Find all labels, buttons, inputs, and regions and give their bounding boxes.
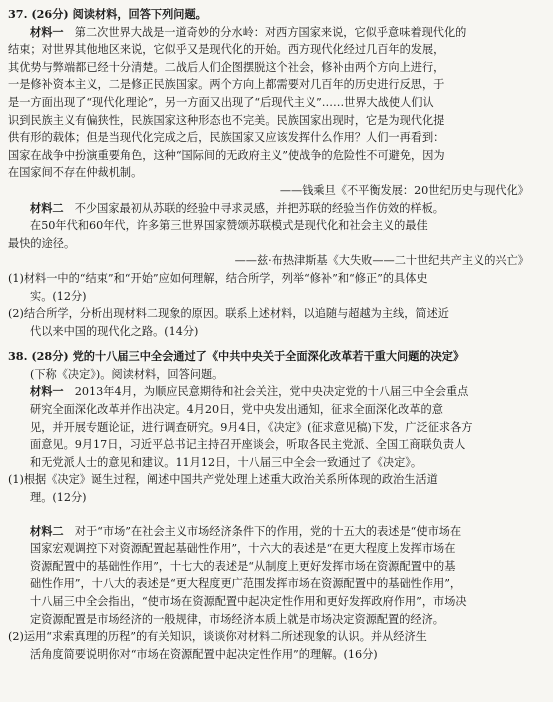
q37-material1-line: 一是修补资本主义，二是修正民族国家。两个方向上都需要对几百年的历史进行反思，于 [8,78,445,92]
q38-material1-line: 见，并开展专题论证，进行调查研究。9月4日，《决定》(征求意见稿)下发，广泛征求各方 [30,420,473,434]
q38-material2-line: 础性作用”，十八大的表述是“更大程度更广范围发挥市场在资源配置中的基础性作用”， [30,577,462,591]
q38-material2-line: 材料二 对于“市场”在社会主义市场经济条件下的作用，党的十五大的表述是“使市场在 [30,523,462,538]
question-37-header: 37. (26分) 阅读材料，回答下列问题。 [8,7,207,21]
q38-material1-line: 研究全面深化改革并作出决定。4月20日，党中央发出通知，征求全面深化改革的意 [30,403,443,417]
spacer [8,507,539,523]
q38-subquestion-2: (2)运用“求索真理的历程”的有关知识，谈谈你对材料二所述现象的认识。并从经济生 [8,630,427,644]
q37-material1-line: 其优势与弊端都已经十分清楚。二战后人们企图摆脱这个社会，修补由两个方向上进行， [8,60,445,74]
q38-material1-line: 材料一 2013年4月，为顺应民意期待和社会关注，党中央决定党的十八届三中全会重点 [30,384,469,399]
q37-material2-line: 材料二 不少国家最初从苏联的经验中寻求灵感，并把苏联的经验当作仿效的样板。 [30,200,444,215]
q37-material1-line: 材料一 第二次世界大战是一道奇妙的分水岭：对西方国家来说，它似乎意味着现代化的 [30,24,467,39]
q37-material2-source: ——兹·布热津斯基《大失败——二十世纪共产主义的兴亡》 [234,254,529,268]
q38-material1-line: 和无党派人士的意见和建议。11月12日，十八届三中全会一致通过了《决定》。 [30,455,423,469]
q37-subquestion-1: (1)材料一中的“结束”和“开始”应如何理解，结合所学，列举“修补”和“修正”的具体史 [8,271,428,285]
q37-subquestion-2: (2)结合所学，分析出现材料二现象的原因。联系上述材料，以追随与超越为主线，简述近 [8,307,449,321]
question-38-header: 38. (28分) 党的十八届三中全会通过了《中共中央关于全面深化改革若干重大问题的决定》 [8,349,465,364]
q38-subquestion-1-cont: 理。(12分) [30,491,87,505]
q37-material2-line: 在50年代和60年代，许多第三世界国家赞颂苏联模式是现代化和社会主义的最佳 [30,219,428,233]
question-37 [8,6,539,340]
q37-material1-line: 是一方面出现了“现代化理论”，另一方面又出现了“后现代主义”……世界大战使人们认 [8,95,434,109]
question-38-header-cont: (下称《决定》)。阅读材料，回答问题。 [30,367,224,381]
q38-material2-line: 国家宏观调控下对资源配置起基础性作用”，十六大的表述是“在更大程度上发挥市场在 [30,542,456,556]
q38-material2-line: 定资源配置是市场经济的一般规律，市场经济本质上就是市场决定资源配置的经济。 [30,612,444,626]
q37-material1-line: 供有形的载体；但是当现代化完成之后，民族国家又应该发挥什么作用？人们一再看到： [8,131,445,145]
q37-material1-source: ——钱乘旦《不平衡发展：20世纪历史与现代化》 [279,183,529,197]
q38-material2-line: 资源配置中的基础性作用”，十七大的表述是“从制度上更好发挥市场在资源配置中的基 [30,559,456,573]
q37-subquestion-2-cont: 代以来中国的现代化之路。(14分) [30,324,199,338]
spacer [8,340,539,348]
q37-material1-line: 识到民族主义有偏狭性，民族国家这种形态也不完美。民族国家出现时，它是为现代化提 [8,113,445,127]
q37-subquestion-1-cont: 实。(12分) [30,289,87,303]
q38-subquestion-1: (1)根据《决定》诞生过程，阐述中国共产党处理上述重大政治关系所体现的政治生活道 [8,473,438,487]
q37-material2-label: 材料二 [30,200,64,215]
q37-material1-line: 国家在战争中扮演重要角色，这种“国际间的无政府主义”使战争的危险性不可避免，因为 [8,148,445,162]
q37-material1-label: 材料一 [30,24,64,39]
q38-subquestion-2-cont: 活角度简要说明你对“市场在资源配置中起决定性作用”的理解。(16分) [30,647,378,661]
q38-material2-line: 十八届三中全会指出，“使市场在资源配置中起决定性作用和更好发挥政府作用”，市场决 [30,595,467,608]
q38-material2-label: 材料二 [30,523,64,538]
q37-material1-line: 结束；对世界其他地区来说，它似乎又是现代化的开始。西方现代化经过几百年的发展， [8,43,445,57]
q38-material1-line: 面意见。9月17日，习近平总书记主持召开座谈会，听取各民主党派、全国工商联负责人 [30,438,466,452]
q37-material1-line: 在国家间不存在仲裁机制。 [8,166,143,180]
q37-material2-line: 最快的途径。 [8,236,76,250]
question-38 [8,348,539,663]
q38-material1-label: 材料一 [30,384,64,399]
